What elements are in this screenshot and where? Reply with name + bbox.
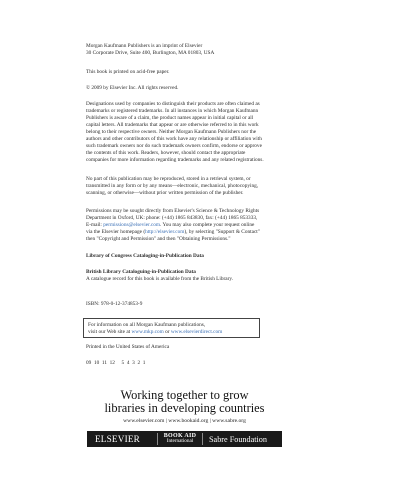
banner-websites: www.elsevier.com | www.bookaid.org | www.sabre.org (123, 418, 246, 424)
elsevierdirect-link[interactable]: www.elsevierdirect.com (170, 328, 223, 335)
permissions-line-3-rest: . You may also complete your request online (160, 222, 255, 229)
designations-line: companies for more information regarding trademarks and any related registrations. (86, 157, 264, 164)
imprint-line-1: Morgan Kaufmann Publishers is an imprint of Elsevier (86, 43, 203, 49)
designations-line: belong to their respective owners. Neither Morgan Kaufmann Publishers nor the (86, 129, 257, 136)
designations-line: Publishers is aware of a claim, the product names appear in initial capital or all (86, 115, 254, 122)
loc-heading: Library of Congress Cataloging-in-Publication Data (86, 253, 204, 259)
web-info-line-1: For information on all Morgan Kaufmann publications, (88, 321, 206, 328)
permissions-paragraph (86, 208, 354, 243)
designations-line: such trademark owners nor do such trademark owners confirm, endorse or approve (86, 143, 262, 150)
permissions-email-prefix: E-mail: (86, 222, 104, 229)
bl-heading: British Library Cataloguing-in-Publication Data (86, 269, 196, 275)
designations-line: Designations used by companies to distinguish their products are often claimed as (86, 101, 260, 107)
sponsor-logo-bar (87, 431, 282, 447)
designations-paragraph (86, 101, 354, 164)
permissions-line-1: Permissions may be sought directly from Elsevier's Science & Technology Rights (86, 208, 260, 214)
book-aid-banner (87, 389, 282, 447)
permissions-email-link[interactable]: permissions@elsevier.com (103, 222, 161, 229)
book-aid-logo-top: BOOK AID (163, 432, 197, 439)
reproduction-line: No part of this publication may be reproduced, stored in a retrieval system, or (86, 176, 251, 182)
designations-line: trademarks or registered trademarks. In all instances in which Morgan Kaufmann (86, 108, 259, 115)
web-info-line-2 (88, 329, 259, 336)
imprint-block (86, 43, 354, 57)
homepage-suffix: ), by selecting "Support & Contact" (184, 229, 260, 236)
isbn: ISBN: 978-0-12-374853-9 (86, 301, 143, 307)
permissions-line-2: Department in Oxford, UK: phone: (+44) 1865 843830, fax: (+44) 1865 853333, (86, 215, 258, 222)
web-info-prefix: visit our Web site at (88, 328, 132, 335)
print-numbers: 09 10 11 12 5 4 3 2 1 (86, 360, 146, 366)
elsevier-logo: ELSEVIER (95, 434, 140, 444)
reproduction-line: transmitted in any form or by any means—electronic, mechanical, photocopying, (86, 183, 259, 190)
printed-in: Printed in the United States of America (86, 344, 170, 350)
book-aid-logo (157, 433, 203, 445)
permissions-line-4 (86, 229, 354, 236)
british-library-block (86, 269, 354, 283)
copyright-notice: © 2009 by Elsevier Inc. All rights reserved. (86, 85, 179, 91)
designations-line: authors and other contributors of this work have any relationship or affiliation with (86, 136, 262, 143)
banner-headline-line-1: Working together to grow (120, 388, 249, 402)
designations-line: the contents of this work. Readers, however, should contact the appropriate (86, 150, 246, 157)
elsevier-homepage-link[interactable]: http://elsevier.com (145, 229, 185, 236)
mkp-link[interactable]: www.mkp.com (131, 328, 164, 335)
banner-headline-line-2: libraries in developing countries (104, 401, 265, 415)
acid-free-note: This book is printed on acid-free paper. (86, 69, 170, 75)
designations-line: capital letters. All trademarks that appear or are otherwise referred to in this work (86, 122, 259, 129)
imprint-line-2: 30 Corporate Drive, Suite 400, Burlington, MA 01803, USA (86, 50, 215, 57)
bl-text: A catalogue record for this book is available from the British Library. (86, 276, 234, 283)
reproduction-line: scanning, or otherwise—without prior written permission of the publisher. (86, 190, 244, 197)
sabre-foundation-logo: Sabre Foundation (209, 434, 267, 444)
book-aid-logo-bottom: International (166, 438, 194, 444)
web-info-or: or (163, 328, 171, 335)
homepage-prefix: via the Elsevier homepage ( (86, 229, 146, 236)
reproduction-paragraph (86, 176, 354, 197)
web-info-box (83, 318, 260, 338)
permissions-line-5: then "Copyright and Permission" and then "Obtaining Permissions." (86, 236, 231, 243)
